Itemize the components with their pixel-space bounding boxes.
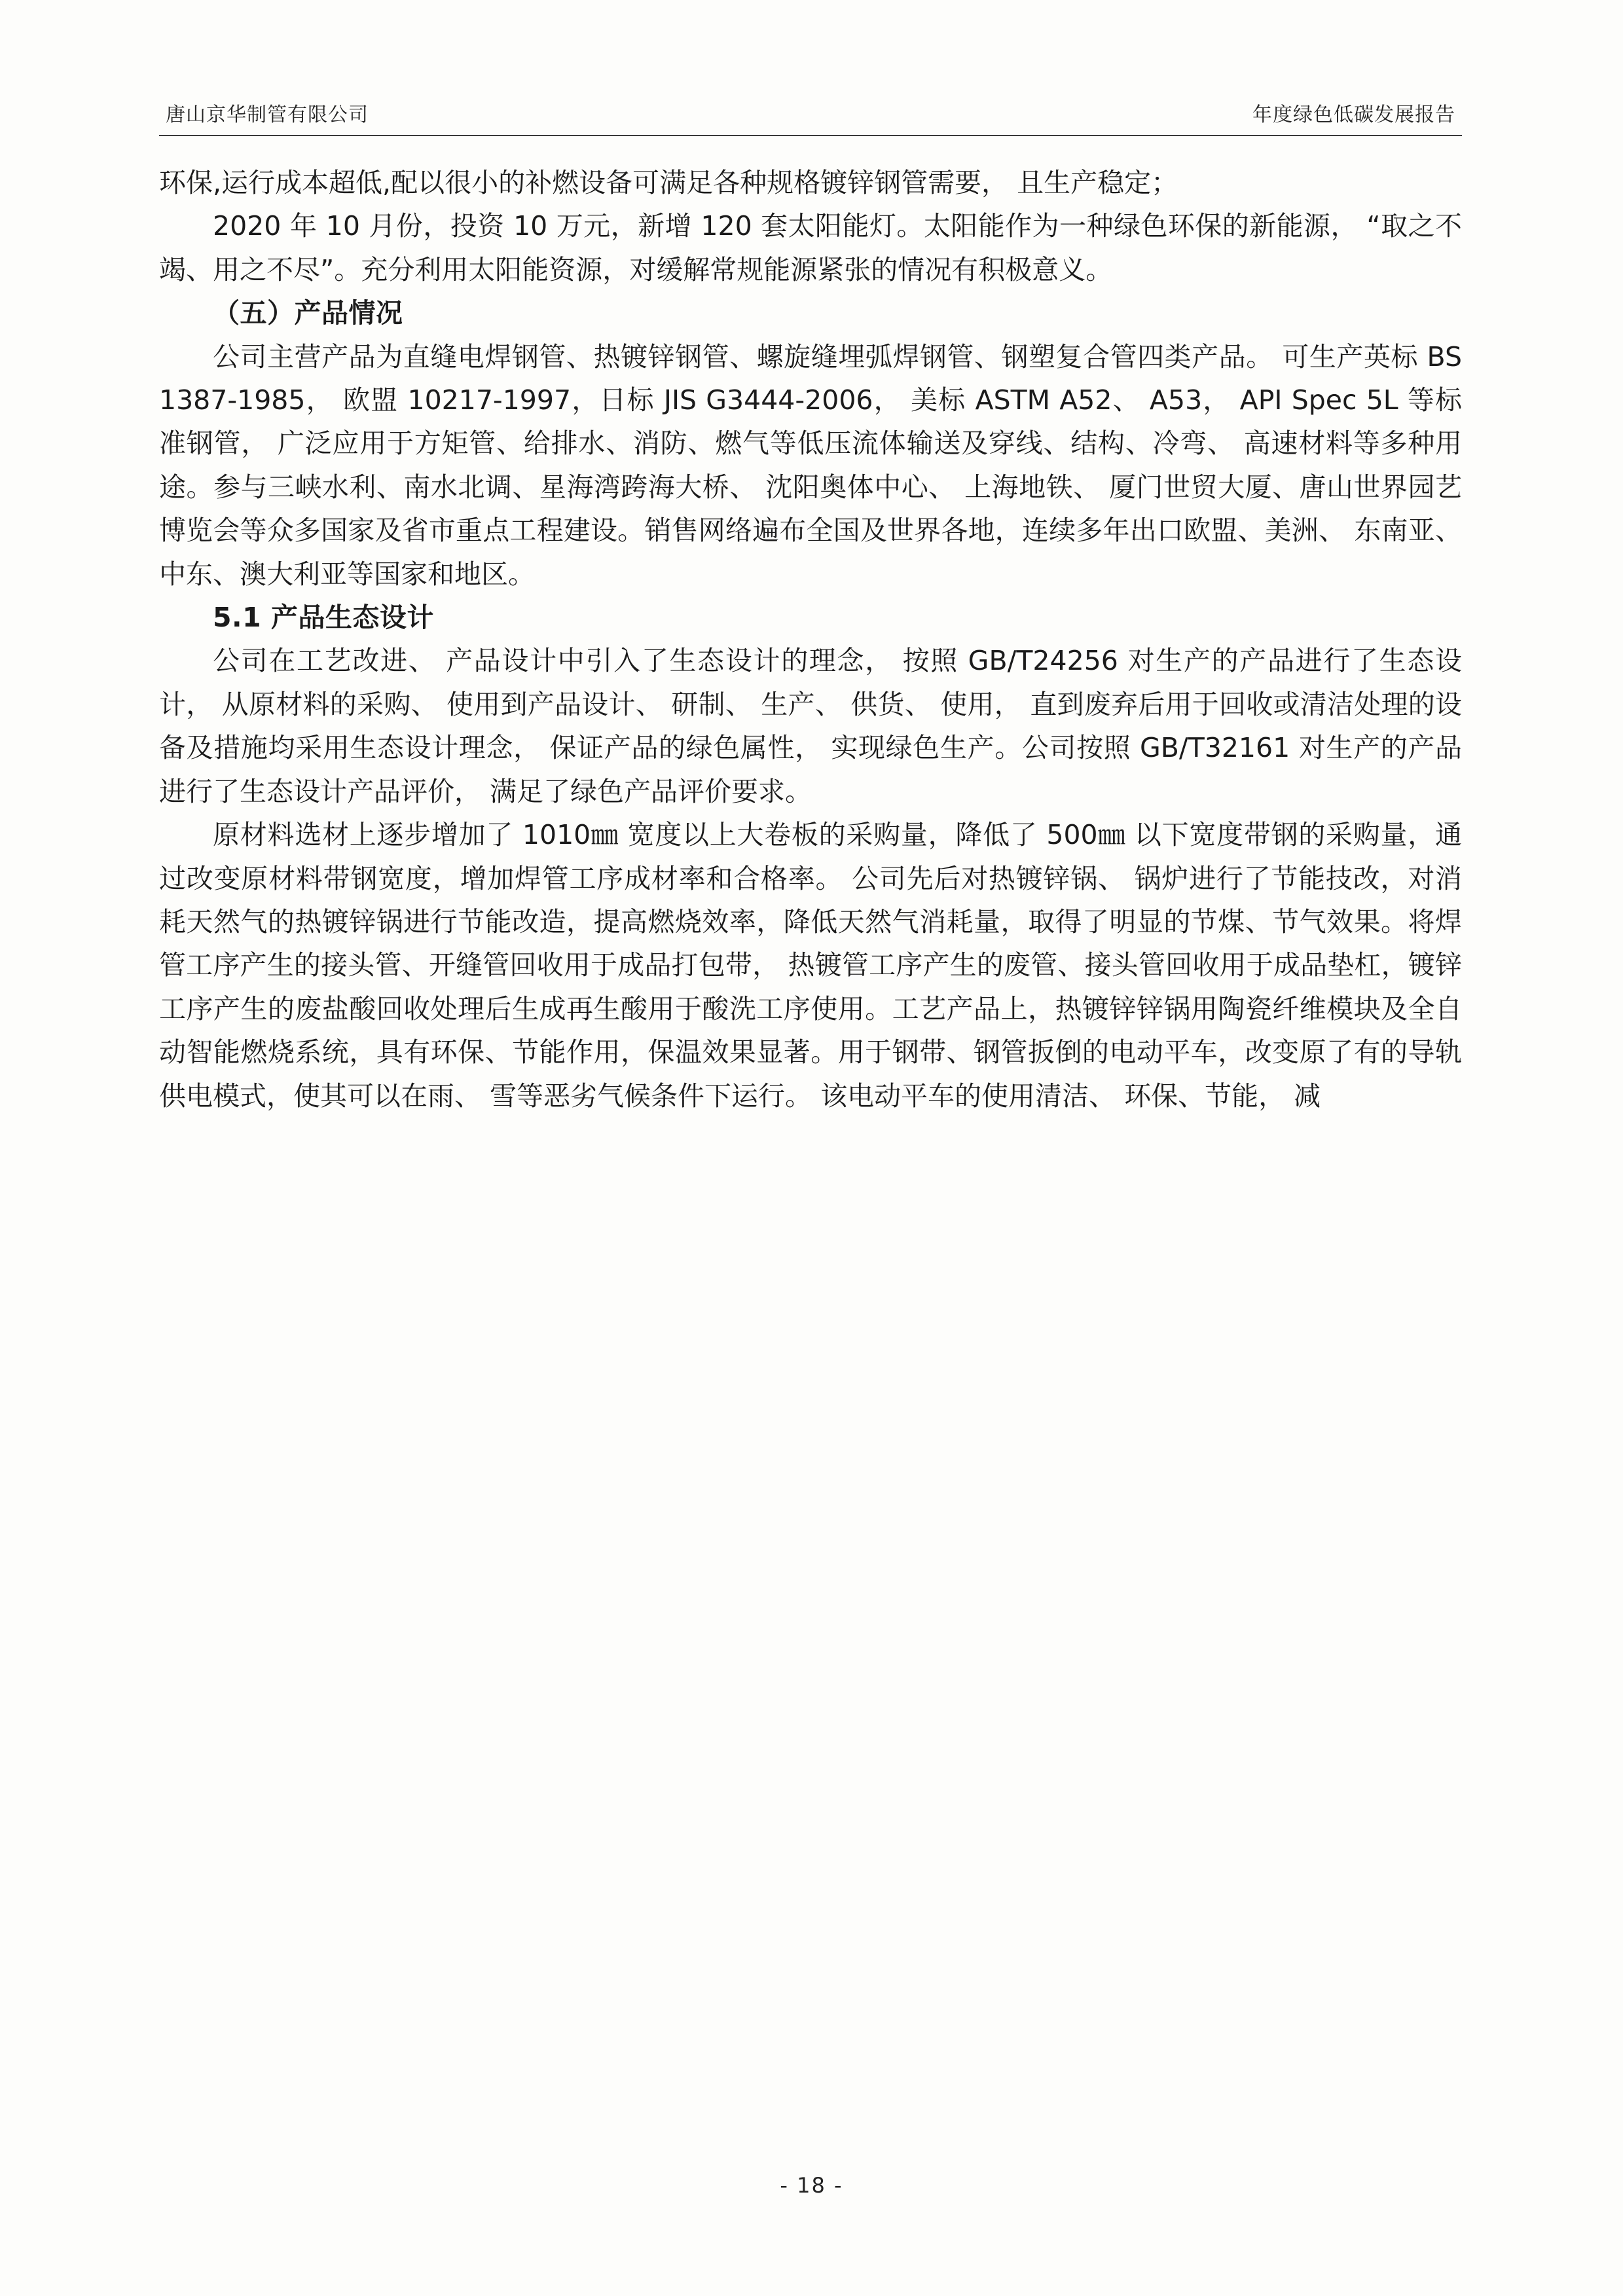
page-content bbox=[159, 98, 1462, 1118]
header-divider bbox=[159, 135, 1462, 136]
document-body bbox=[159, 161, 1462, 1118]
header-report-title: 年度绿色低碳发展报告 bbox=[1252, 103, 1455, 126]
paragraph-raw-material: 原材料选材上逐步增加了 1010㎜ 宽度以上大卷板的采购量，降低了 500㎜ 以下宽度带钢的采购量，通过改变原材料带钢宽度，增加焊管工序成材率和合格率。 公司先后对热镀锌锅、 锅炉进行了节能技改，对消耗天然气的热镀锌锅进行节能改造，提高燃烧效率，降低天然气消耗量，取得了明显的节煤、节气效果。将焊管工序产生的接头管、开缝管回收用于成品打包带， 热镀管工序产生的废管、接头管回收用于成品垫杠，镀锌工序产生的废盐酸回收处理后生成再生酸用于酸洗工序使用。工艺产品上，热镀锌锌锅用陶瓷纤维模块及全自动智能燃烧系统，具有环保、节能作用，保温效果显著。用于钢带、钢管扳倒的电动平车，改变原了有的导轨供电模式，使其可以在雨、 雪等恶劣气候条件下运行。 该电动平车的使用清洁、 环保、节能， 减 bbox=[159, 819, 1462, 1112]
page-number: - 18 - bbox=[780, 2173, 843, 2198]
paragraph-solar-lamps: 2020 年 10 月份，投资 10 万元，新增 120 套太阳能灯。太阳能作为一种绿色环保的新能源， “取之不竭、用之不尽”。充分利用太阳能资源，对缓解常规能源紧张的情况有积极意义。 bbox=[159, 210, 1462, 285]
paragraph-eco-design-concept: 公司在工艺改进、 产品设计中引入了生态设计的理念， 按照 GB/T24256 对生产的产品进行了生态设计， 从原材料的采购、 使用到产品设计、 研制、 生产、 供货、 使用， 直到废弃后用于回收或清洁处理的设备及措施均采用生态设计理念， 保证产品的绿色属性， 实现绿色生产。公司按照 GB/T32161 对生产的产品进行了生态设计产品评价， 满足了绿色产品评价要求。 bbox=[159, 645, 1462, 807]
section-heading-product-overview: （五）产品情况 bbox=[213, 297, 403, 329]
paragraph-continuation: 环保,运行成本超低,配以很小的补燃设备可满足各种规格镀锌钢管需要， 且生产稳定； bbox=[159, 167, 1178, 198]
paragraph-product-lines: 公司主营产品为直缝电焊钢管、热镀锌钢管、螺旋缝埋弧焊钢管、钢塑复合管四类产品。 可生产英标 BS 1387-1985， 欧盟 10217-1997，日标 JIS G3444-2006， 美标 ASTM A52、 A53， API Spec 5L 等标准钢管， 广泛应用于方矩管、给排水、消防、燃气等低压流体输送及穿线、结构、冷弯、 高速材料等多种用途。参与三峡水利、南水北调、星海湾跨海大桥、 沈阳奥体中心、 上海地铁、 厦门世贸大厦、唐山世界园艺博览会等众多国家及省市重点工程建设。销售网络遍布全国及世界各地，连续多年出口欧盟、美洲、 东南亚、中东、澳大利亚等国家和地区。 bbox=[159, 340, 1462, 590]
header-company-name: 唐山京华制管有限公司 bbox=[166, 103, 369, 126]
section-heading-eco-design: 5.1 产品生态设计 bbox=[213, 602, 434, 634]
page-header bbox=[159, 98, 1462, 135]
